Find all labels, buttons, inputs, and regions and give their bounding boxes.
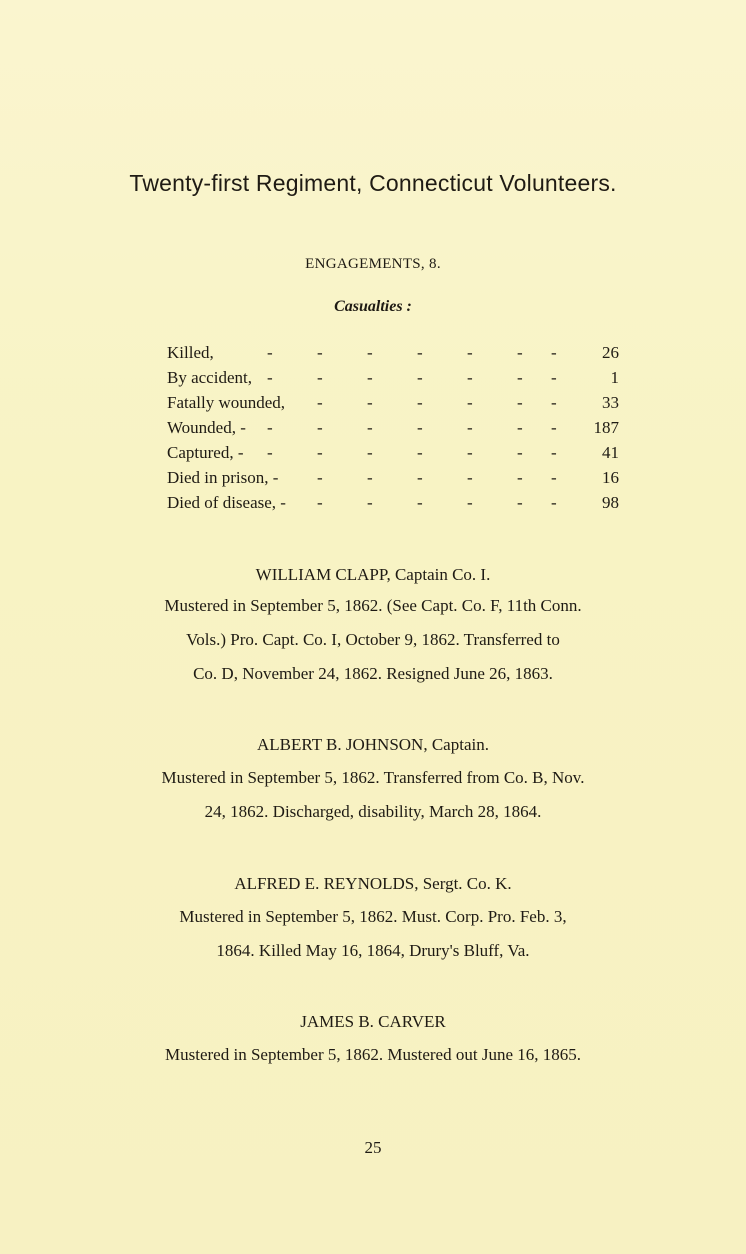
page-title: Twenty-first Regiment, Connecticut Volunteers. <box>129 170 617 196</box>
casualty-row <box>167 390 619 415</box>
leader-dot: - <box>367 368 373 387</box>
leader-dot: - <box>267 418 273 437</box>
leader-dot: - <box>551 393 557 412</box>
leader-dot: - <box>367 443 373 462</box>
page-number: 25 <box>364 1138 382 1157</box>
entry-text-line: Mustered in September 5, 1862. Transferred from Co. B, Nov. <box>161 768 585 787</box>
casualty-value: 33 <box>602 393 619 412</box>
leader-dot: - <box>551 468 557 487</box>
leader-dot: - <box>367 418 373 437</box>
entry-name: ALFRED E. REYNOLDS, Sergt. Co. K. <box>234 874 512 893</box>
leader-dot: - <box>417 343 423 362</box>
entry-text-line: Vols.) Pro. Capt. Co. I, October 9, 1862. Transferred to <box>186 630 560 649</box>
engagements-count: ENGAGEMENTS, 8. <box>305 256 441 272</box>
casualty-label: Died in prison, - <box>167 468 279 487</box>
leader-dot: - <box>317 443 323 462</box>
leader-dot: - <box>367 468 373 487</box>
leader-dot: - <box>267 443 273 462</box>
casualty-row <box>167 490 619 515</box>
leader-dot: - <box>367 343 373 362</box>
casualty-row <box>167 465 619 490</box>
leader-dot: - <box>367 393 373 412</box>
casualties-heading: Casualties : <box>334 298 412 315</box>
leader-dot: - <box>467 493 473 512</box>
leader-dot: - <box>517 418 523 437</box>
leader-dot: - <box>417 393 423 412</box>
leader-dot: - <box>551 493 557 512</box>
entry-text-line: Mustered in September 5, 1862. Must. Corp. Pro. Feb. 3, <box>179 907 567 926</box>
casualty-value: 98 <box>602 493 619 512</box>
leader-dot: - <box>417 443 423 462</box>
leader-dot: - <box>551 368 557 387</box>
leader-dot: - <box>551 443 557 462</box>
leader-dot: - <box>551 418 557 437</box>
entry-text-line: 24, 1862. Discharged, disability, March 28, 1864. <box>204 802 542 821</box>
leader-dot: - <box>467 443 473 462</box>
leader-dot: - <box>467 418 473 437</box>
casualties-table <box>167 340 619 515</box>
leader-dot: - <box>317 393 323 412</box>
entry-text-line: Mustered in September 5, 1862. (See Capt. Co. F, 11th Conn. <box>164 596 582 615</box>
leader-dot: - <box>267 343 273 362</box>
leader-dot: - <box>467 393 473 412</box>
leader-dot: - <box>467 343 473 362</box>
leader-dot: - <box>517 468 523 487</box>
casualty-label: By accident, <box>167 368 252 387</box>
leader-dot: - <box>467 368 473 387</box>
casualty-value: 1 <box>610 368 619 387</box>
leader-dot: - <box>517 493 523 512</box>
leader-dot: - <box>317 343 323 362</box>
leader-dot: - <box>467 468 473 487</box>
casualty-label: Died of disease, - <box>167 493 286 512</box>
leader-dot: - <box>367 493 373 512</box>
entry-name: ALBERT B. JOHNSON, Captain. <box>257 735 489 754</box>
entry-text-line: Mustered in September 5, 1862. Mustered out June 16, 1865. <box>165 1045 581 1064</box>
entry-text-line: 1864. Killed May 16, 1864, Drury's Bluff, Va. <box>216 941 530 960</box>
leader-dot: - <box>417 418 423 437</box>
leader-dot: - <box>317 493 323 512</box>
casualty-label: Killed, <box>167 343 214 362</box>
leader-dot: - <box>517 368 523 387</box>
leader-dot: - <box>517 343 523 362</box>
leader-dot: - <box>317 368 323 387</box>
casualty-row <box>167 415 619 440</box>
casualty-row <box>167 365 619 390</box>
entry-text-line: Co. D, November 24, 1862. Resigned June 26, 1863. <box>193 664 553 683</box>
leader-dot: - <box>267 368 273 387</box>
casualty-value: 187 <box>593 418 619 437</box>
casualty-label: Fatally wounded, <box>167 393 286 412</box>
casualty-value: 26 <box>602 343 619 362</box>
entry-name: WILLIAM CLAPP, Captain Co. I. <box>255 565 491 584</box>
leader-dot: - <box>317 468 323 487</box>
casualty-row <box>167 440 619 465</box>
casualty-value: 41 <box>602 443 619 462</box>
leader-dot: - <box>317 418 323 437</box>
leader-dot: - <box>551 343 557 362</box>
casualty-label: Captured, - <box>167 443 244 462</box>
leader-dot: - <box>517 393 523 412</box>
casualty-label: Wounded, - <box>167 418 246 437</box>
leader-dot: - <box>417 493 423 512</box>
casualty-value: 16 <box>602 468 619 487</box>
entry-name: JAMES B. CARVER <box>300 1012 446 1031</box>
leader-dot: - <box>517 443 523 462</box>
leader-dot: - <box>417 368 423 387</box>
leader-dot: - <box>417 468 423 487</box>
casualty-row <box>167 340 619 365</box>
